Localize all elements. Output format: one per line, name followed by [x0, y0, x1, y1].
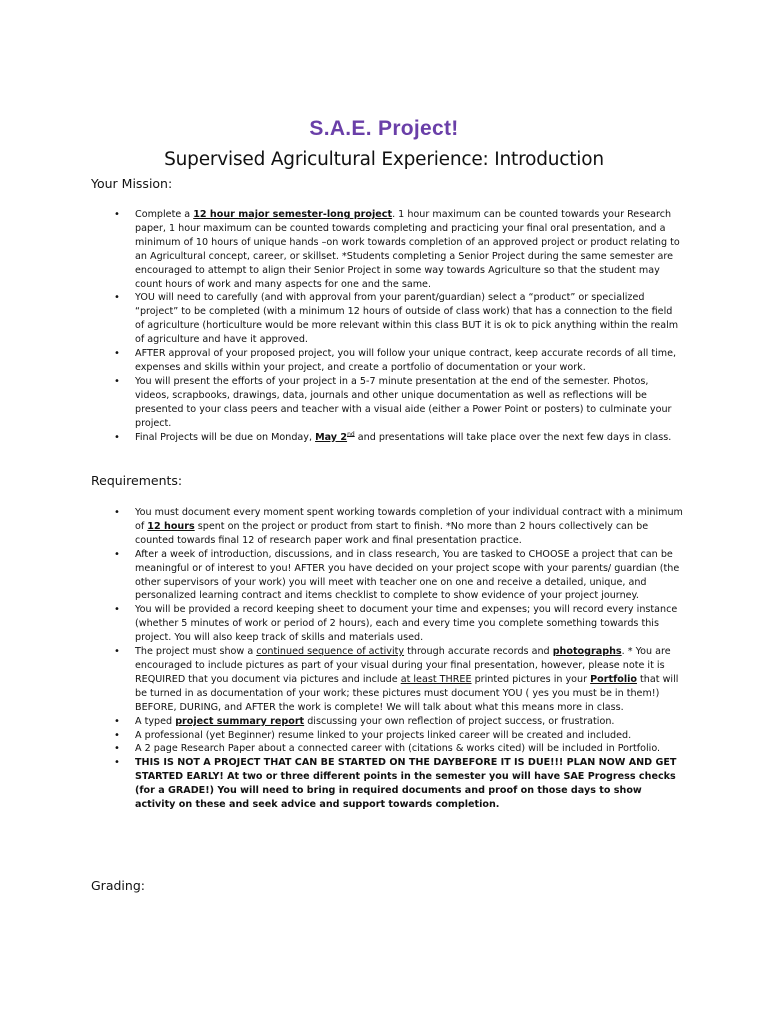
requirement-item-text: that will be turned in as documentation of your work; these pictures must document YOU ( yes you must be in them!) BEFORE, DURING, and AFTER the work is complete! We will talk about what this means more in class. — [135, 673, 679, 713]
mission-item-text: YOU will need to carefully (and with approval from your parent/guardian) select a “product” or specialized “project” to be completed (with a minimum 12 hours of outside of class work) that has a connection to the field of agriculture (horticulture would be more relevant within this class BUT it is ok to pick anything within the realm of agriculture and have it approved. — [135, 292, 679, 346]
mission-heading: Your Mission: — [91, 176, 173, 191]
mission-item-text: nd — [347, 430, 355, 438]
mission-item-text: and presentations will take place over the next few days in class. — [354, 431, 672, 443]
requirement-item-text: A 2 page Research Paper about a connected career with (citations & works cited) will be included in Portfolio. — [135, 743, 661, 755]
mission-item — [0, 347, 683, 375]
mission-item — [0, 375, 683, 431]
bullet-icon: • — [114, 209, 120, 220]
mission-item-text: You will present the efforts of your project in a 5-7 minute presentation at the end of the semester. Photos, videos, scrapbooks, drawings, data, journals and other unique documentation as well as reflections will be presented to your class peers and teacher with a visual aide (either a Power Point or posters) to culminate your project. — [135, 375, 672, 429]
requirement-item-text: You will be provided a record keeping sheet to document your time and expenses; you will record every instance (whether 5 minutes of work or period of 2 hours), each and every time you complete something towards this project. You will also keep track of skills and materials used. — [135, 604, 678, 644]
mission-item — [0, 291, 683, 347]
mission-list — [0, 208, 683, 444]
bullet-icon: • — [114, 375, 120, 387]
mission-item-text: May 2 — [315, 431, 348, 443]
bullet-icon: • — [114, 348, 120, 360]
bullet-icon: • — [114, 431, 120, 443]
requirement-item — [0, 756, 683, 812]
bullet-icon: • — [114, 646, 120, 658]
requirement-item-text: 12 hours — [147, 520, 195, 532]
bullet-icon: • — [114, 757, 120, 769]
requirement-item — [0, 603, 683, 645]
requirement-item — [0, 729, 683, 743]
bullet-icon: • — [114, 507, 120, 518]
requirement-item-text: The project must show a — [135, 646, 257, 658]
bullet-icon: • — [114, 743, 120, 755]
bullet-icon: • — [114, 729, 120, 741]
mission-item-text: 12 hour major semester-long project — [193, 209, 393, 220]
page-title: S.A.E. Project! — [309, 117, 459, 140]
requirement-item-text: A typed — [135, 715, 176, 727]
bullet-icon: • — [114, 604, 120, 616]
requirement-item-text: through accurate records and — [404, 646, 553, 658]
requirement-item-text: spent on the project or product from start to finish. *No more than 2 hours collectively can be counted towards final 12 of research paper work and final presentation practice. — [135, 520, 649, 546]
requirement-item-text: Portfolio — [590, 673, 637, 685]
mission-item-text: Final Projects will be due on Monday, — [135, 431, 316, 443]
requirement-item-text: THIS IS NOT A PROJECT THAT CAN BE STARTED ON THE DAYBEFORE IT IS DUE!!! PLAN NOW AND GET STARTED EARLY! At two or three different points in the semester you will have SAE Progress checks (for a GRADE!) You will need to bring in required documents and proof on those days to show activity on these and seek advice and support towards completion. — [135, 757, 677, 811]
requirement-item-text: After a week of introduction, discussions, and in class research, You are tasked to CHOOSE a project that can be meaningful or of interest to you! AFTER you have decided on your project scope with your parents/ guardian (the other supervisors of your work) you will meet with teacher one on one and receive a detailed, unique, and personalized learning contract and items checklist to complete to show evidence of your project journey. — [135, 548, 680, 602]
grading-heading: Grading: — [91, 878, 145, 893]
requirement-item-text: discussing your own reflection of project success, or frustration. — [304, 715, 615, 727]
bullet-icon: • — [114, 292, 120, 304]
requirement-item-text: . * You are encouraged to include pictures as part of your visual during your final presentation, however, please note it is REQUIRED that you document via pictures and include — [135, 646, 671, 685]
requirement-item-text: printed pictures in your — [471, 673, 591, 685]
bullet-icon: • — [114, 548, 120, 560]
requirement-item — [0, 506, 683, 548]
mission-item-text: . 1 hour maximum can be counted towards your Research paper, 1 hour maximum can be counted towards completing and practicing your final oral presentation, and a minimum of 10 hours of unique hands –on work towards completion of an approved project or product relating to an Agricultural concept, career, or skillset. *Students completing a Senior Project during the same semester are encouraged to attempt to align their Senior Project in some way towards Agriculture so that the student may count hours of work and many aspects for one and the same. — [135, 209, 680, 290]
mission-item-text: Complete a — [135, 209, 194, 220]
bullet-icon: • — [114, 715, 120, 727]
requirement-item — [0, 715, 683, 729]
requirement-item-text: project summary report — [175, 715, 305, 727]
page-subtitle: Supervised Agricultural Experience: Introduction — [164, 149, 604, 170]
requirement-item — [0, 548, 683, 604]
requirement-item — [0, 645, 683, 715]
mission-item-text: AFTER approval of your proposed project, you will follow your unique contract, keep accurate records of all time, expenses and skills within your project, and create a portfolio of documentation or your work. — [135, 348, 677, 373]
requirement-item — [0, 742, 683, 756]
mission-item — [0, 431, 683, 445]
mission-item — [0, 208, 683, 291]
requirement-item-text: You must document every moment spent working towards completion of your individual contract with a minimum of — [135, 507, 683, 532]
requirement-item-text: continued sequence of activity — [256, 646, 405, 658]
requirement-item-text: at least THREE — [400, 673, 472, 685]
requirement-item-text: A professional (yet Beginner) resume linked to your projects linked career will be created and included. — [135, 729, 632, 741]
requirements-heading: Requirements: — [91, 473, 183, 488]
requirements-list — [0, 506, 683, 812]
requirement-item-text: photographs — [552, 646, 622, 658]
